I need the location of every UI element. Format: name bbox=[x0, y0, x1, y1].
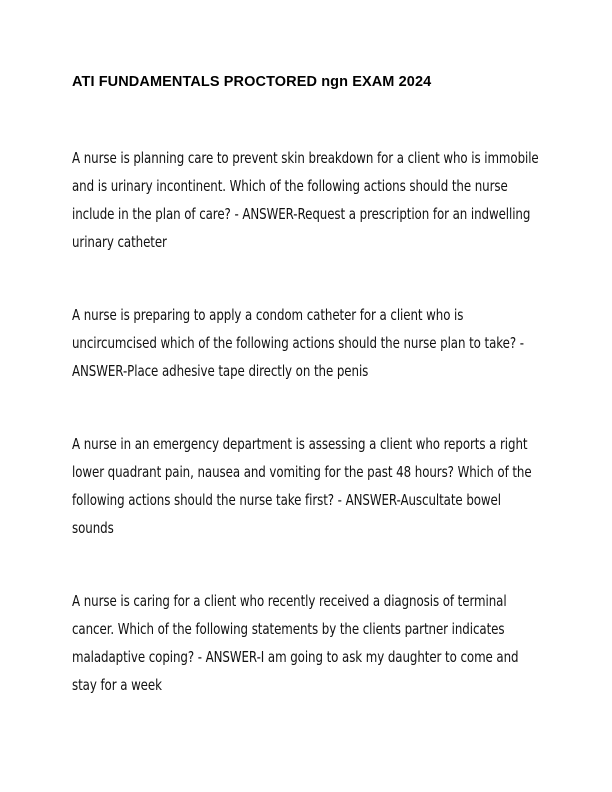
question-list bbox=[72, 144, 552, 699]
document-title: ATI FUNDAMENTALS PROCTORED ngn EXAM 2024 bbox=[72, 74, 432, 90]
question-text: A nurse is preparing to apply a condom catheter for a client who is uncircumcised which of the following actions should the nurse plan to take? - ANSWER-Place adhesive tape directly on the penis bbox=[72, 306, 524, 380]
question-item bbox=[72, 144, 543, 256]
question-item bbox=[72, 587, 543, 699]
question-text: A nurse in an emergency department is assessing a client who reports a right lower quadrant pain, nausea and vomiting for the past 48 hours? Which of the following actions should the nurse take first? - ANSWER-Auscultate bowel sounds bbox=[72, 435, 532, 537]
question-item bbox=[72, 430, 543, 542]
question-item bbox=[72, 301, 543, 385]
question-text: A nurse is planning care to prevent skin breakdown for a client who is immobile and is urinary incontinent. Which of the following actions should the nurse include in the plan of care? - ANSWER-Request a prescription for an indwelling urinary catheter bbox=[72, 149, 539, 251]
question-text: A nurse is caring for a client who recently received a diagnosis of terminal cancer. Which of the following statements by the clients partner indicates maladaptive coping? - ANSWER-I am going to ask my daughter to come and stay for a week bbox=[72, 592, 519, 694]
